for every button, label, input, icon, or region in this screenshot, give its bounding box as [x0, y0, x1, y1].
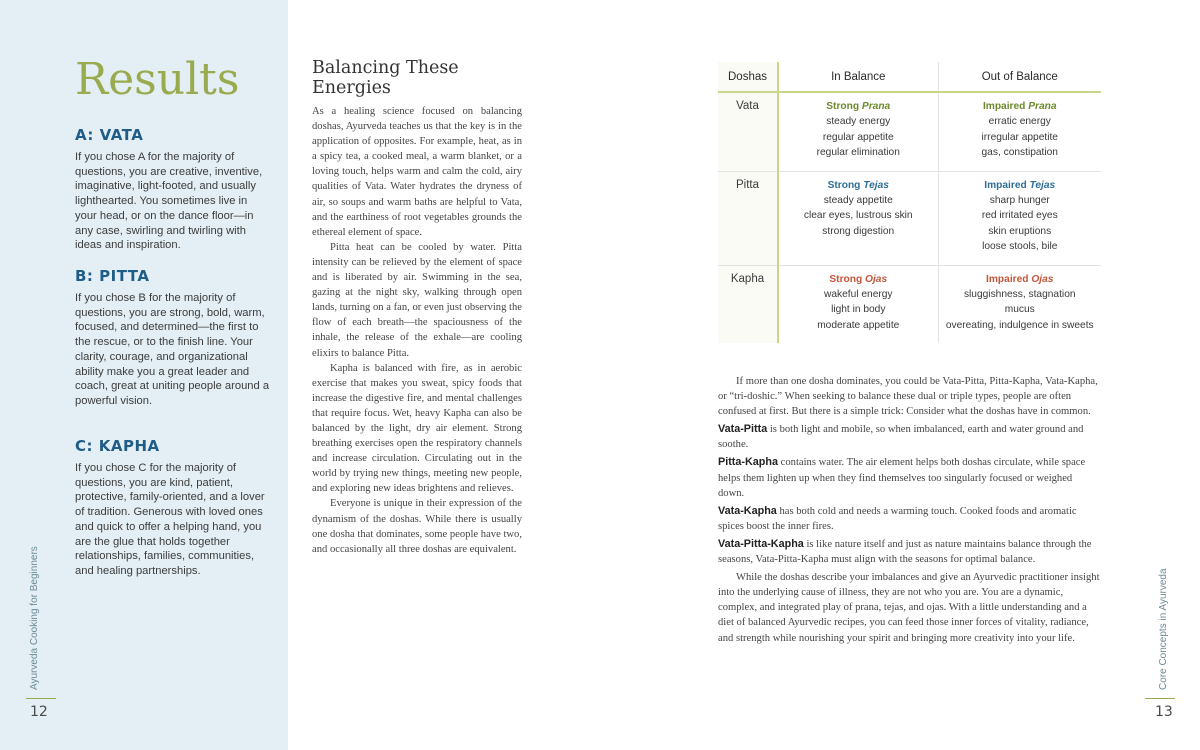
cell-line: erratic energy [988, 116, 1051, 128]
in-balance-cell [778, 265, 938, 343]
vata-description: If you chose A for the majority of questions, you are creative, inventive, imaginative, light-footed, and usually lighthearted. You sometimes live in your head, or on the dance floor—in any case, swirling and twirling with ideas and inspiration. [75, 151, 263, 252]
results-title: Results [75, 54, 240, 105]
table-row [718, 92, 1101, 171]
cell-line: irregular appetite [981, 131, 1058, 143]
vata-heading: A: VATA [75, 126, 144, 144]
paragraph: While the doshas describe your imbalances and give an Ayurvedic practitioner insight into the underlying cause of illness, they are not who you are. You are a dynamic, complex, and integrated play of prana, tejas, and ojas. With a little understanding and a diet of balanced Ayurvedic recipes, you can feed those inner forces of vitality, radiance, and strength while nourishing your spirit and bringing more creativity into your life. [718, 572, 1100, 644]
cell-line: regular elimination [816, 147, 900, 159]
combo-term: Vata-Pitta [718, 423, 768, 436]
combo-term: Pitta-Kapha [718, 456, 778, 469]
out-of-balance-cell [938, 265, 1101, 343]
chapter-title-spine: Core Concepts in Ayurveda [1158, 568, 1169, 690]
cell-line: red irritated eyes [981, 210, 1058, 222]
in-balance-lead: Strong Ojas [829, 273, 888, 285]
cell-line: clear eyes, lustrous skin [803, 210, 913, 222]
dosha-balance-table [718, 62, 1101, 343]
pitta-heading: B: PITTA [75, 267, 150, 285]
paragraph: Everyone is unique in their expression of the dynamism of the doshas. While there is usually one dosha that dominates, some people have two, and occasionally all three doshas are equivalent. [312, 498, 522, 555]
kapha-description: If you chose C for the majority of questions, you are kind, patient, protective, family-oriented, and a lover of tradition. Generous with loved ones and quick to offer a helping hand, you are the glue that holds together relationships, families, communities, and healing partnerships. [75, 462, 265, 577]
page-number-right: 13 [1155, 704, 1173, 720]
out-of-balance-lead: Impaired Ojas [986, 273, 1054, 285]
cell-line: loose stools, bile [982, 241, 1058, 253]
out-of-balance-lead: Impaired Prana [982, 101, 1057, 112]
in-balance-cell [778, 171, 938, 265]
in-balance-lead: Strong Prana [826, 101, 891, 112]
combo-paragraph: Pitta-Kapha contains water. The air element helps both doshas circulate, while space helps them lighten up when they find themselves too singularly focused or weighed down. [718, 456, 1086, 499]
in-balance-cell [778, 92, 938, 171]
out-of-balance-lead: Impaired Tejas [984, 179, 1056, 191]
cell-line: mucus [1004, 304, 1035, 316]
cell-line: moderate appetite [817, 319, 900, 331]
out-of-balance-cell [938, 171, 1101, 265]
pitta-result [75, 267, 271, 409]
footer-rule-left [26, 698, 56, 699]
column-header-out-of-balance: Out of Balance [938, 62, 1101, 92]
kapha-heading: C: KAPHA [75, 437, 160, 455]
column-header-doshas: Doshas [718, 62, 778, 92]
cell-line: light in body [831, 304, 886, 316]
paragraph: Kapha is balanced with fire, as in aerobic exercise that makes you sweat, spicy foods that increase the digestive fire, and mental challenges that require focus. Wet, heavy Kapha can also be balanced by the light, dry air element. Strong breathing exercises open the respiratory channels and increase circulation. Circulating out in the world by trying new things, meeting new people, and exploring new ideas brightens and relieves. [312, 362, 522, 495]
vata-result [75, 126, 271, 253]
cell-line: sharp hunger [989, 195, 1050, 207]
dosha-name-kapha: Kapha [718, 265, 778, 343]
left-sidebar-panel [0, 0, 288, 750]
cell-line: skin eruptions [988, 225, 1052, 237]
cell-line: regular appetite [822, 131, 894, 143]
page-number-left: 12 [30, 704, 48, 720]
cell-line: strong digestion [822, 225, 895, 237]
running-head-right [1155, 540, 1175, 690]
in-balance-lead: Strong Tejas [827, 179, 889, 191]
out-of-balance-cell [938, 92, 1101, 171]
dosha-name-pitta: Pitta [718, 171, 778, 265]
cell-line: gas, constipation [981, 147, 1058, 159]
footer-rule-right [1145, 698, 1175, 699]
column-header-in-balance: In Balance [778, 62, 938, 92]
section-heading: Balancing These Energies [312, 58, 459, 98]
table-row [718, 265, 1101, 343]
combo-paragraph: Vata-Kapha has both cold and needs a warming touch. Cooked foods and aromatic spices boost the inner fires. [718, 504, 1077, 532]
kapha-result [75, 437, 271, 579]
combo-term: Vata-Pitta-Kapha [718, 537, 804, 550]
combo-paragraph: Vata-Pitta is both light and mobile, so when imbalanced, earth and water ground and soothe. [718, 423, 1084, 451]
paragraph: As a healing science focused on balancing doshas, Ayurveda teaches us that the key is in the application of opposites. For example, heat, as in a spicy tea, a cooked meal, a warm blanket, or a loving touch, helps warm and calm the cold, airy qualities of Vata. Water hydrates the dryness of air, so soups and warm baths are helpful to Vata, and the earthiness of root vegetables grounds the ethereal element of space. [312, 106, 522, 238]
pitta-description: If you chose B for the majority of questions, you are strong, bold, warm, focused, and determined—the first to the rescue, or to the finish line. Your clarity, courage, and organizational ability make you a great leader and coach, great at uniting people around a powerful vision. [75, 292, 270, 407]
balancing-section [312, 58, 522, 557]
dosha-name-vata: Vata [718, 92, 778, 171]
cell-line: wakeful energy [823, 289, 893, 301]
combo-term: Vata-Kapha [718, 504, 777, 517]
cell-line: steady energy [826, 116, 891, 128]
table-header-row [718, 62, 1101, 92]
running-head-left [26, 540, 46, 690]
cell-line: overeating, indulgence in sweets [945, 319, 1094, 331]
paragraph: If more than one dosha dominates, you could be Vata-Pitta, Pitta-Kapha, Vata-Kapha, or “tri-doshic.” When seeking to balance these dual or triple types, people are often confused at first. But there is a simple trick: Consider what the doshas have in common. [718, 376, 1098, 418]
combination-doshas-section [718, 374, 1100, 649]
combo-paragraph: Vata-Pitta-Kapha is like nature itself and just as nature maintains balance through the seasons, Vata-Pitta-Kapha must align with the seasons for optimal balance. [718, 537, 1092, 566]
book-title-spine: Ayurveda Cooking for Beginners [29, 546, 40, 690]
paragraph: Pitta heat can be cooled by water. Pitta intensity can be relieved by the element of space and is liberated by air. Swimming in the sea, gazing at the night sky, walking through open lands, turning on a fan, or even just observing the flow of each breath—the spaciousness of the inhale, the release of the exhale—are cooling elixirs to balance Pitta. [312, 241, 522, 359]
cell-line: steady appetite [823, 195, 893, 207]
table-row [718, 171, 1101, 265]
cell-line: sluggishness, stagnation [963, 289, 1076, 301]
